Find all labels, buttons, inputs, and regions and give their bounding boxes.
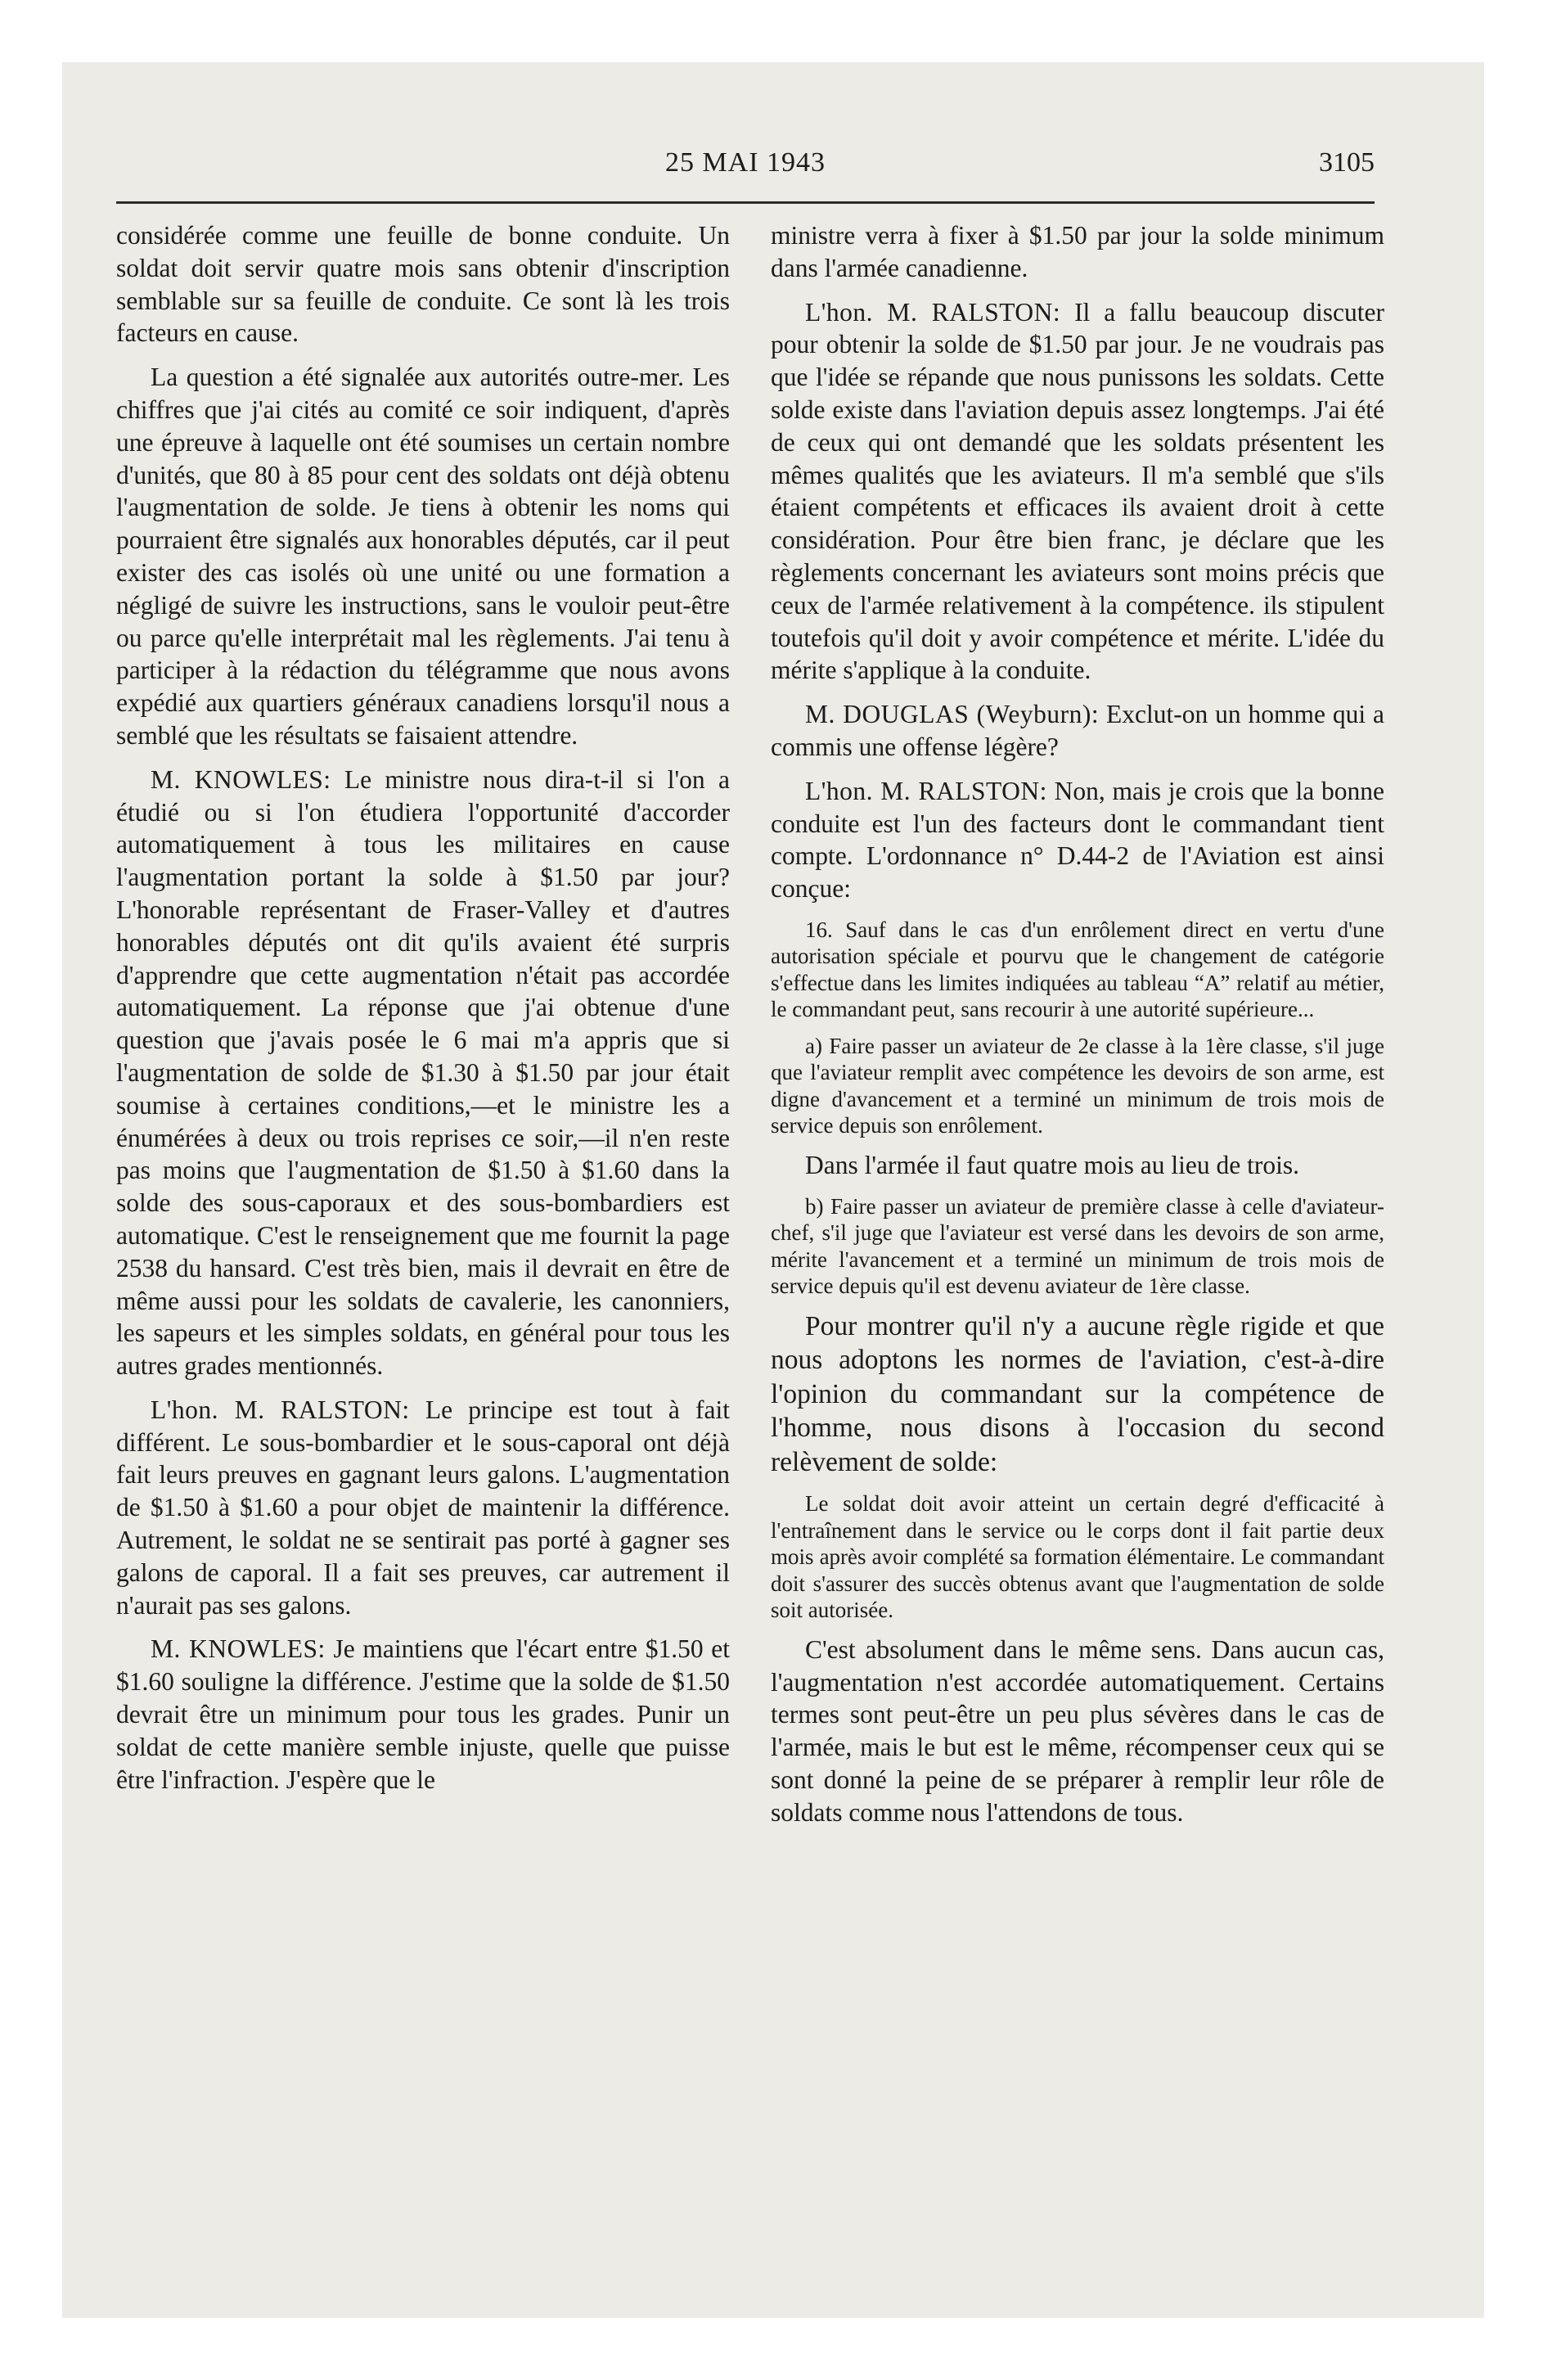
paragraph: Pour montrer qu'il n'y a aucune règle rigide et que nous adoptons les normes de l'aviation, c'est-à-dire l'opinion du commandant sur la compétence de l'homme, nous disons à l'occasion du second relèvement de solde:	[771, 1310, 1384, 1477]
left-column	[116, 219, 730, 1807]
paragraph-text: Il a fallu beaucoup discuter pour obtenir la solde de $1.50 par jour. Je ne voudrais pas que l'idée se répande que nous punissons les soldats. Cette solde existe dans l'aviation depuis assez longtemps. J'ai été de ceux qui ont demandé que les soldats présentent les mêmes qualités que les aviateurs. Il m'a semblé que s'ils étaient compétents et efficaces ils avaient droit à cette considération. Pour être bien franc, je déclare que les règlements concernant les aviateurs sont moins précis que ceux de l'armée relativement à la compétence. ils stipulent toutefois qu'il doit y avoir compétence et mérite. L'idée du mérite s'applique à la conduite.	[771, 297, 1384, 685]
paragraph-text: considérée comme une feuille de bonne conduite. Un soldat doit servir quatre mois sans obtenir d'inscription semblable sur sa feuille de conduite. Ce sont là les trois facteurs en cause.	[116, 221, 730, 348]
page-date: 25 MAI 1943	[664, 147, 826, 178]
quoted-regulation: a) Faire passer un aviateur de 2e classe à la 1ère classe, s'il juge que l'aviateur remplit avec compétence les devoirs de son arme, est digne d'avancement et a terminé un minimum de trois mois de service depuis son enrôlement.	[771, 1033, 1384, 1138]
paragraph	[116, 219, 730, 349]
quoted-regulation: b) Faire passer un aviateur de première classe à celle d'aviateur-chef, s'il juge que l'aviateur est versé dans les devoirs de son arme, mérite l'avancement et a terminé un minimum de trois mois de service depuis qu'il est devenu aviateur de 1ère classe.	[771, 1193, 1384, 1299]
paragraph-text: Le ministre nous dira-t-il si l'on a étudié ou si l'on étudiera l'opportunité d'accorder automatiquement à tous les militaires en cause l'augmentation portant la solde à $1.50 par jour? L'honorable représentant de Fraser-Valley et d'autres honorables députés ont dit qu'ils avaient été surpris d'apprendre que cette augmentation n'était pas accordée automatiquement. La réponse que j'ai obtenue d'une question que j'avais posée le 6 mai m'a appris que si l'augmentation de solde de $1.30 à $1.50 par jour était soumise à certaines conditions,—et le ministre les a énumérées à deux ou trois reprises ce soir,—il n'en reste pas moins que l'augmentation de $1.50 à $1.60 dans la solde des sous-caporaux et des sous-bombardiers est automatique. C'est le renseignement que me fournit la page 2538 du hansard. C'est très bien, mais il devrait en être de même aussi pour les soldats de cavalerie, les canonniers, les sapeurs et les simples soldats, en général pour tous les autres grades mentionnés.	[116, 764, 731, 1381]
header-rule	[116, 201, 1375, 204]
paragraph	[116, 1633, 730, 1796]
paragraph	[771, 698, 1384, 764]
speaker-name: M. DOUGLAS (Weyburn):	[805, 700, 1100, 729]
right-column	[771, 219, 1384, 1841]
paragraph-text: Exclut-on un homme qui a commis une offense légère?	[771, 700, 1385, 761]
page-number: 3105	[1319, 147, 1375, 178]
speaker-name: L'hon. M. RALSTON:	[805, 297, 1061, 327]
paragraph: Dans l'armée il faut quatre mois au lieu de trois.	[805, 1150, 1299, 1179]
quoted-regulation: Le soldat doit avoir atteint un certain degré d'efficacité à l'entraînement dans le service ou le corps dont il fait partie deux mois après avoir complété sa formation élémentaire. Le commandant doit s'assurer des succès obtenus avant que l'augmentation de solde soit autorisée.	[771, 1491, 1384, 1623]
speaker-name: M. KNOWLES:	[151, 764, 331, 794]
paragraph	[116, 764, 730, 1382]
page-header	[116, 142, 1375, 188]
paragraph	[771, 219, 1384, 285]
paragraph-text: Le principe est tout à fait différent. Le sous-bombardier et le sous-caporal ont déjà fait leurs preuves en gagnant leurs galons. L'augmentation de $1.50 à $1.60 a pour objet de maintenir la différence. Autrement, le soldat ne se sentirait pas porté à gagner ses galons de caporal. Il a fait ses preuves, car autrement il n'aurait pas ses galons.	[116, 1395, 730, 1620]
paragraph: C'est absolument dans le même sens. Dans aucun cas, l'augmentation n'est accordée automatiquement. Certains termes sont peut-être un peu plus sévères dans le cas de l'armée, mais le but est le même, récompenser ceux qui se sont donné la peine de se préparer à remplir leur rôle de soldats comme nous l'attendons de tous.	[771, 1634, 1384, 1827]
speaker-name: L'hon. M. RALSTON:	[805, 776, 1047, 805]
paragraph	[116, 361, 730, 752]
paragraph	[771, 775, 1384, 905]
paragraph	[116, 1394, 730, 1622]
paragraph-text: Je maintiens que l'écart entre $1.50 et $1.60 souligne la différence. J'estime que la solde de $1.50 devrait être un minimum pour tous les grades. Punir un soldat de cette manière semble injuste, quelle que puisse être l'infraction. J'espère que le	[116, 1634, 730, 1794]
paragraph-text: ministre verra à fixer à $1.50 par jour la solde minimum dans l'armée canadienne.	[771, 221, 1384, 282]
paragraph-text: La question a été signalée aux autorités outre-mer. Les chiffres que j'ai cités au comité ce soir indiquent, d'après une épreuve à laquelle ont été soumises un certain nombre d'unités, que 80 à 85 pour cent des soldats ont déjà obtenu l'augmentation de solde. Je tiens à obtenir les noms qui pourraient être signalés aux honorables députés, car il peut exister des cas isolés où une unité ou une formation a négligé de suivre les instructions, sans le vouloir peut-être ou parce qu'elle interprétait mal les règlements. J'ai tenu à participer à la rédaction du télégramme que nous avons expédié aux quartiers généraux canadiens lorsqu'il nous a semblé que les résultats se faisaient attendre.	[116, 363, 730, 750]
speaker-name: L'hon. M. RALSTON:	[151, 1395, 410, 1424]
paragraph	[771, 296, 1384, 687]
speaker-name: M. KNOWLES:	[151, 1634, 326, 1664]
paragraph-text: Non, mais je crois que la bonne conduite est l'un des facteurs dont le commandant tient compte. L'ordonnance n° D.44-2 de l'Aviation est ainsi conçue:	[771, 776, 1384, 904]
quoted-regulation: 16. Sauf dans le cas d'un enrôlement direct en vertu d'une autorisation spéciale et pourvu que le changement de catégorie s'effectue dans les limites indiquées au tableau “A” relatif au métier, le commandant peut, sans recourir à une autorité supérieure...	[771, 917, 1384, 1022]
